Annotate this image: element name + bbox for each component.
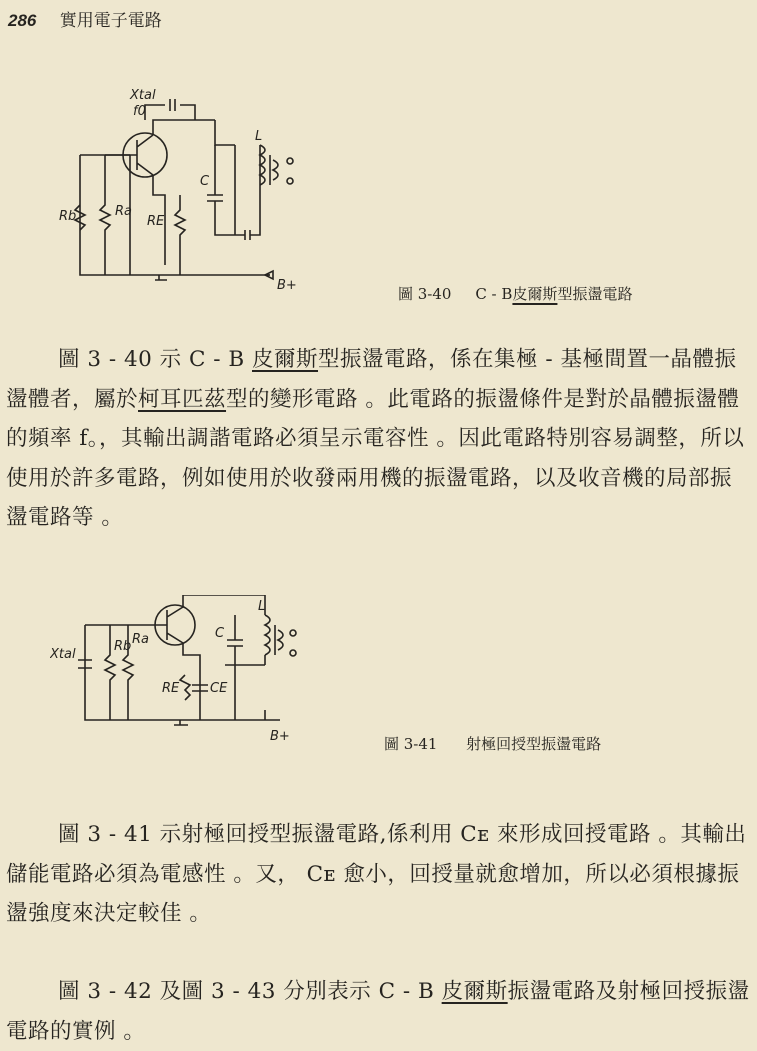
circuit-figure-3-41 <box>50 595 310 765</box>
caption-number: 圖 3-40 <box>398 285 452 303</box>
paragraph-3 <box>6 972 751 1051</box>
circuit-figure-3-40 <box>55 85 385 300</box>
label-re: RE <box>147 214 165 229</box>
label-c: C <box>215 626 225 641</box>
caption-text: 射極回授型振盪電路 <box>466 735 602 753</box>
text: 型的變形電路 。此電路的振盪條件是對於晶體振盪體的頻率 f。，其輸出調諧電路必須呈示電容性 。因此電路特別容易調整，所以使用於許多電路，例如使用於收發兩用機的振盪電路，以及收音機的局部振盪電路等 。 <box>6 386 745 530</box>
text: 圖 3 - 42 及圖 3 - 43 分別表示 C - B <box>58 979 442 1004</box>
caption-suffix: 型振盪電路 <box>557 285 633 303</box>
label-b-plus: B+ <box>277 278 297 293</box>
underlined-term: 柯耳匹茲 <box>138 386 227 412</box>
label-xtal: Xtal <box>130 88 156 103</box>
label-rb: Rb <box>114 639 132 654</box>
label-re: RE <box>162 681 180 696</box>
book-title: 實用電子電路 <box>59 11 162 31</box>
caption-prefix: C - B <box>475 285 513 303</box>
label-ce: CE <box>210 681 228 696</box>
label-ra: Ra <box>115 204 132 219</box>
caption-underlined: 皮爾斯 <box>512 285 558 303</box>
figure-caption-3-40 <box>398 283 632 304</box>
label-l: L <box>258 599 266 614</box>
label-l: L <box>255 129 263 144</box>
text: 圖 3 - 40 示 C - B <box>58 347 252 372</box>
paragraph-2 <box>6 815 751 934</box>
label-b-plus: B+ <box>270 729 290 744</box>
label-c: C <box>200 174 210 189</box>
caption-number: 圖 3-41 <box>384 735 438 753</box>
label-f0: f0 <box>133 104 146 119</box>
underlined-term: 皮爾斯 <box>441 979 508 1004</box>
text: 圖 3 - 41 示射極回授型振盪電路,係利用 Cᴇ 來形成回授電路 。其輸出儲能電路必須為電感性 。又， Cᴇ 愈小，回授量就愈增加，所以必須根據振盪強度來決定較佳 。 <box>6 822 747 926</box>
page-header <box>8 6 162 31</box>
underlined-term: 皮爾斯 <box>252 347 319 372</box>
text: 型振盪電路，係在集極 - 基極間置一晶體振盪體者，屬於 <box>6 347 737 412</box>
page-number: 286 <box>8 11 37 30</box>
label-xtal: Xtal <box>50 647 76 662</box>
label-ra: Ra <box>132 632 149 647</box>
paragraph-1 <box>6 340 751 538</box>
text: 振盪電路及射極回授振盪電路的實例 。 <box>6 979 750 1044</box>
figure-caption-3-41 <box>384 733 601 754</box>
label-rb: Rb <box>59 209 77 224</box>
